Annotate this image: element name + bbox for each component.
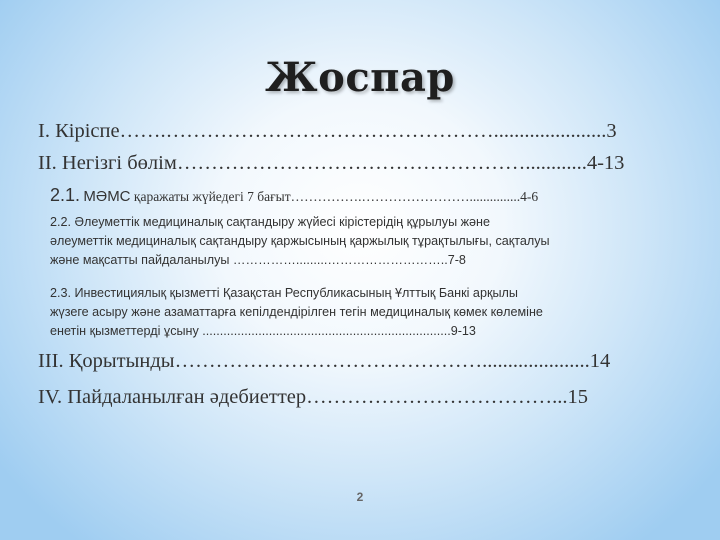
toc-item-introduction: I. Кіріспе…….…………………………………………......................3 (38, 120, 617, 142)
toc-item-conclusion: III. Қорытынды……………………………………….....................14 (38, 350, 611, 372)
toc-subitem-2-3 (50, 284, 680, 341)
toc-subitem-2-1 (50, 185, 538, 206)
toc-item-references: IV. Пайдаланылған әдебиеттер………………………………...15 (38, 386, 588, 408)
toc-subitem-2-3-line: жүзеге асыру және азаматтарға кепілдендірілген тегін медициналық көмек көлеміне (50, 305, 543, 319)
toc-subitem-2-1-text: қаражаты жүйедегі 7 бағыт…………….……………………...............4-6 (133, 189, 539, 204)
toc-item-main-part: II. Негізгі бөлім……………………………………………............4-13 (38, 152, 625, 174)
toc-subitem-2-2-line: және мақсатты пайдаланылуы …………….........………………………..7-8 (50, 253, 466, 267)
toc-subitem-2-1-abbr: МӘМС (83, 188, 131, 205)
slide-title: Жоспар (265, 54, 455, 101)
toc-subitem-2-3-line: енетін қызметтерді ұсыну .......................................................................9-13 (50, 324, 476, 338)
page-number: 2 (356, 490, 364, 504)
toc-subitem-2-2 (50, 213, 680, 270)
toc-subitem-2-2-line: әлеуметтік медициналық сақтандыру қаржысының қаржылық тұрақтылығы, сақталуы (50, 234, 550, 248)
toc-subitem-2-3-line: 2.3. Инвестициялық қызметті Қазақстан Республикасының Ұлттық Банкі арқылы (50, 286, 518, 300)
toc-subitem-2-2-line: 2.2. Әлеуметтік медициналық сақтандыру жүйесі кірістерідің құрылуы және (50, 215, 491, 229)
toc-subitem-2-1-number: 2.1. (50, 185, 81, 205)
